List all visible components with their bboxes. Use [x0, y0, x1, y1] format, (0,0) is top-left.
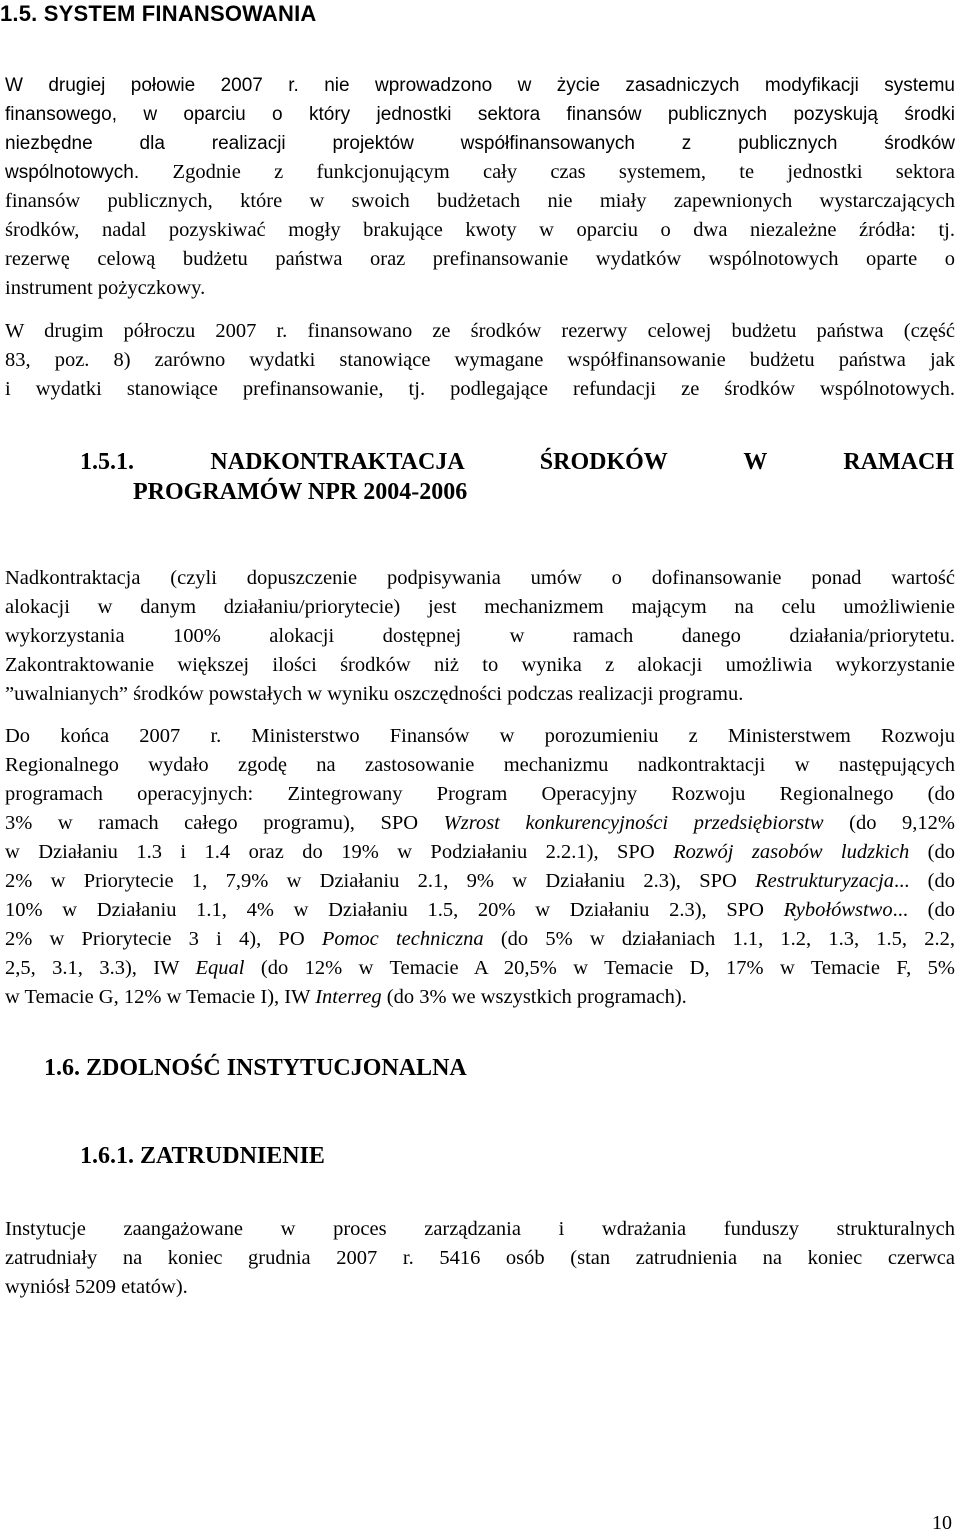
text-line: W drugiej połowie 2007 r. nie wprowadzono w życie zasadniczych modyfikacji systemu — [5, 75, 955, 96]
text-line: W drugim półroczu 2007 r. finansowano ze środków rezerwy celowej budżetu państwa (część — [5, 320, 955, 342]
text-fragment: w Temacie G, 12% w Temacie I), IW — [5, 986, 316, 1008]
text-line: finansów publicznych, które w swoich budżetach nie miały zapewnionych wystarczających — [5, 190, 955, 212]
text-line — [5, 925, 955, 954]
text-fragment: 10% w Działaniu 1.1, 4% w Działaniu 1.5, 20% w Działaniu 2.3), SPO — [5, 899, 784, 921]
text-line — [5, 954, 955, 983]
paragraph-system-continued — [5, 187, 955, 303]
text-line: programach operacyjnych: Zintegrowany Program Operacyjny Rozwoju Regionalnego (do — [5, 783, 955, 805]
text-line: Zakontraktowanie większej ilości środków niż to wynika z alokacji umożliwia wykorzystanie — [5, 654, 955, 676]
text-line: Nadkontraktacja (czyli dopuszczenie podpisywania umów o dofinansowanie ponad wartość — [5, 567, 955, 589]
program-name: Rozwój zasobów ludzkich — [673, 841, 910, 863]
text-line: zatrudniały na koniec grudnia 2007 r. 5416 osób (stan zatrudnienia na koniec czerwca — [5, 1247, 955, 1269]
text-line — [5, 896, 955, 925]
text-line: Do końca 2007 r. Ministerstwo Finansów w porozumieniu z Ministerstwem Rozwoju — [5, 725, 955, 747]
paragraph-system-intro — [5, 71, 955, 187]
text-fragment: Zgodnie z funkcjonującym cały czas systemem, te jednostki sektora — [172, 161, 955, 183]
text-line — [5, 983, 955, 1012]
text-fragment: 3% w ramach całego programu), SPO — [5, 812, 444, 834]
heading-1-6-1: 1.6.1. ZATRUDNIENIE — [80, 1143, 325, 1169]
text-fragment: (do 12% w Temacie A 20,5% w Temacie D, 17% w Temacie F, 5% — [244, 957, 955, 979]
text-line: środków, nadal pozyskiwać mogły brakujące kwoty w oparciu o dwa niezależne źródła: tj. — [5, 219, 955, 241]
text-line: Regionalnego wydało zgodę na zastosowanie mechanizmu nadkontraktacji w następujących — [5, 754, 955, 776]
paragraph-nadkontraktacja — [5, 564, 955, 709]
text-fragment: 2,5, 3.1, 3.3), IW — [5, 957, 196, 979]
text-fragment: 2% w Priorytecie 1, 7,9% w Działaniu 2.1, 9% w Działaniu 2.3), SPO — [5, 870, 756, 892]
text-line: i wydatki stanowiące prefinansowanie, tj. podlegające refundacji ze środków wspólnotowych. — [5, 378, 955, 400]
text-fragment: (do — [909, 841, 955, 863]
program-name: Interreg — [315, 986, 382, 1008]
text-line: ”uwalnianych” środków powstałych w wyniku oszczędności podczas realizacji programu. — [5, 683, 744, 705]
program-name: Rybołówstwo — [783, 899, 893, 921]
heading-1-6: 1.6. ZDOLNOŚĆ INSTYTUCJONALNA — [44, 1055, 467, 1081]
text-line — [5, 867, 955, 896]
text-line: wykorzystania 100% alokacji dostępnej w ramach danego działania/priorytetu. — [5, 625, 955, 647]
program-name: Pomoc techniczna — [321, 928, 484, 950]
text-fragment: w Działaniu 1.3 i 1.4 oraz do 19% w Podziałaniu 2.2.1), SPO — [5, 841, 674, 863]
program-name: Restrukturyzacja — [755, 870, 895, 892]
paragraph-ministry-consent — [5, 722, 955, 1012]
heading-1-5-1-continued: PROGRAMÓW NPR 2004-2006 — [133, 479, 468, 505]
heading-1-5-1: 1.5.1. NADKONTRAKTACJA ŚRODKÓW W RAMACH — [80, 449, 954, 475]
text-line — [5, 158, 955, 187]
text-fragment: (do 9,12% — [823, 812, 955, 834]
text-fragment: ... (do — [892, 899, 956, 921]
page-number: 10 — [932, 1512, 952, 1534]
text-fragment: ... (do — [894, 870, 956, 892]
text-line: rezerwę celową budżetu państwa oraz prefinansowanie wydatków wspólnotowych oparte o — [5, 248, 955, 270]
text-line: Instytucje zaangażowane w proces zarządzania i wdrażania funduszy strukturalnych — [5, 1218, 955, 1240]
text-line: finansowego, w oparciu o który jednostki sektora finansów publicznych pozyskują środki — [5, 104, 955, 125]
text-line — [5, 809, 955, 838]
text-line: instrument pożyczkowy. — [5, 277, 206, 299]
text-line — [5, 838, 955, 867]
paragraph-employment — [5, 1215, 955, 1302]
text-line: 83, poz. 8) zarówno wydatki stanowiące wymagane współfinansowanie budżetu państwa jak — [5, 349, 955, 371]
text-fragment: wspólnotowych. — [5, 162, 140, 183]
program-name: Wzrost konkurencyjności przedsiębiorstw — [443, 812, 824, 834]
text-line: alokacji w danym działaniu/priorytecie) jest mechanizmem mającym na celu umożliwienie — [5, 596, 955, 618]
text-fragment: (do 5% w działaniach 1.1, 1.2, 1.3, 1.5, 2.2, — [483, 928, 955, 950]
program-name: Equal — [195, 957, 245, 979]
paragraph-second-half — [5, 317, 955, 404]
text-line: wyniósł 5209 etatów). — [5, 1276, 188, 1298]
text-fragment: (do 3% we wszystkich programach). — [381, 986, 687, 1008]
text-fragment: 2% w Priorytecie 3 i 4), PO — [5, 928, 322, 950]
text-line: niezbędne dla realizacji projektów współfinansowanych z publicznych środków — [5, 133, 955, 154]
section-title: 1.5. SYSTEM FINANSOWANIA — [0, 1, 317, 26]
